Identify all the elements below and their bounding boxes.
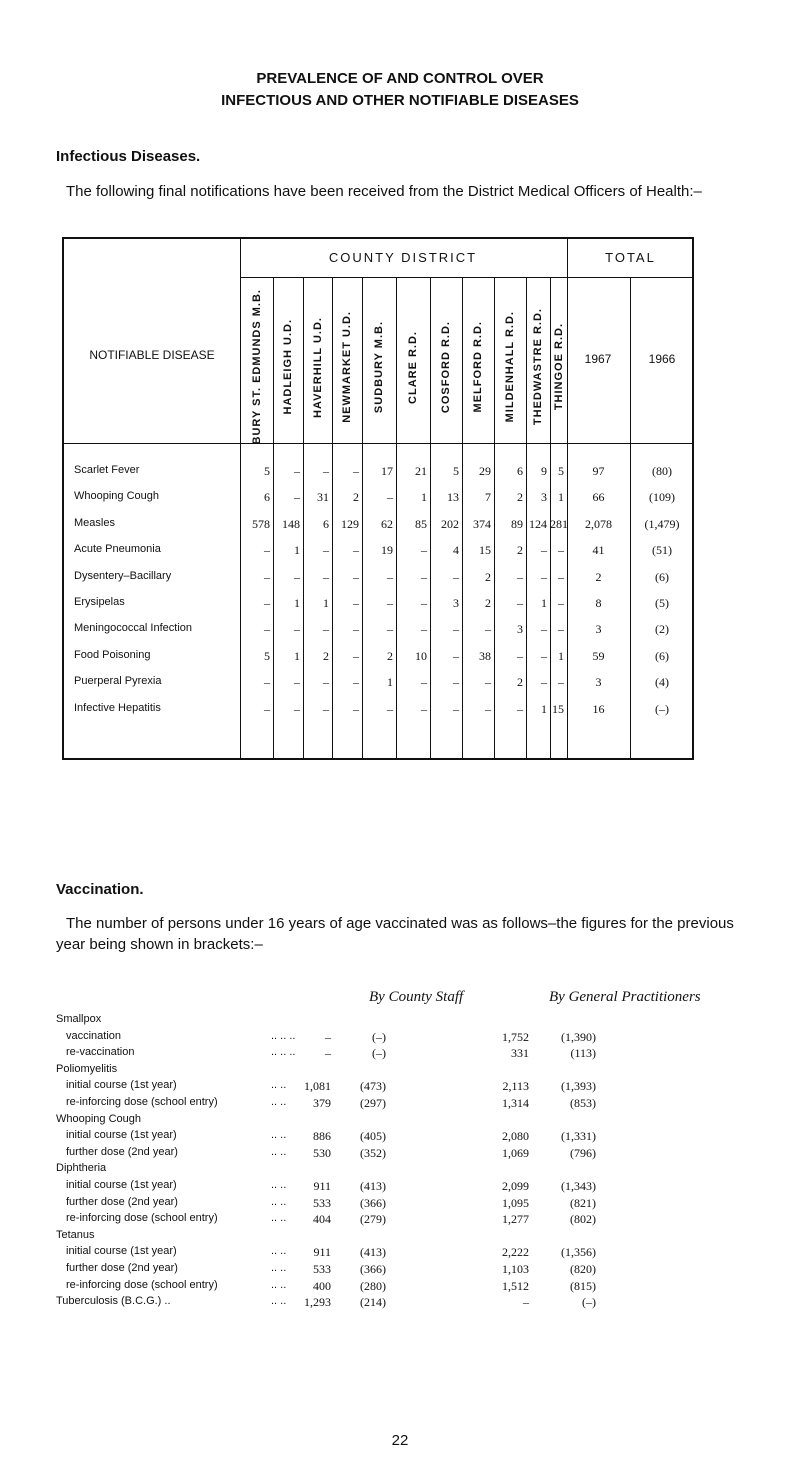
vaccination-label: initial course (1st year): [66, 1245, 177, 1258]
district-count-cell: 2: [387, 648, 393, 663]
district-count-cell: 2: [517, 490, 523, 505]
district-count-cell: –: [453, 648, 459, 663]
district-count-cell: –: [294, 622, 300, 637]
district-header-label: BURY ST. EDMUNDS M.B.: [250, 289, 263, 445]
district-count-cell: –: [353, 701, 359, 716]
table-row: [64, 570, 696, 594]
district-count-cell: –: [264, 543, 270, 558]
vaccine-group-label: Whooping Cough: [56, 1112, 142, 1125]
vaccination-group-row: [56, 1013, 756, 1030]
county-staff-count: 533: [313, 1195, 331, 1210]
district-count-cell: –: [294, 701, 300, 716]
district-count-cell: –: [294, 490, 300, 505]
district-count-cell: 3: [517, 622, 523, 637]
disease-name: Whooping Cough: [74, 490, 160, 503]
county-staff-count: 533: [313, 1262, 331, 1276]
vaccination-label: initial course (1st year): [66, 1129, 177, 1142]
gp-count: –: [523, 1295, 529, 1310]
gp-prev: (853): [570, 1096, 596, 1110]
vaccination-label: re-inforcing dose (school entry): [66, 1212, 218, 1225]
vaccine-group-label: Poliomyelitis: [56, 1062, 118, 1075]
disease-name: Acute Pneumonia: [74, 543, 161, 556]
gp-prev: (113): [570, 1046, 596, 1061]
county-staff-header: By County Staff: [369, 989, 464, 1005]
district-count-cell: –: [453, 622, 459, 637]
total-1967-cell: 3: [595, 675, 602, 690]
district-count-cell: 578: [252, 516, 270, 531]
notifiable-disease-table: [62, 237, 694, 760]
district-count-cell: –: [485, 622, 491, 637]
district-header: [550, 291, 567, 443]
vaccination-group-row: [56, 1063, 756, 1080]
district-header-label: CLARE R.D.: [407, 330, 419, 404]
gp-count: 1,314: [502, 1096, 529, 1110]
district-count-cell: –: [353, 622, 359, 637]
district-count-cell: 3: [541, 490, 547, 505]
gp-prev: (796): [570, 1145, 596, 1160]
county-staff-count: 911: [313, 1245, 331, 1260]
header-group-rule: [240, 277, 694, 278]
district-count-cell: 5: [453, 464, 459, 478]
district-count-cell: 1: [558, 648, 564, 663]
table-row: [64, 675, 696, 699]
leader-dots: .. ..: [271, 1245, 287, 1258]
district-count-cell: 1: [323, 596, 329, 610]
district-header-label: THEDWASTRE R.D.: [532, 308, 544, 426]
county-staff-prev: (–): [372, 1029, 386, 1044]
county-staff-prev: (280): [360, 1278, 386, 1293]
district-count-cell: 124: [529, 516, 547, 531]
gp-prev: (1,356): [561, 1245, 596, 1260]
year-1967-header: 1967: [584, 352, 612, 366]
gp-count: 1,512: [502, 1278, 529, 1293]
gp-prev: (802): [570, 1212, 596, 1227]
leader-dots: .. ..: [271, 1145, 287, 1158]
total-1967-cell: 3: [595, 622, 602, 637]
page-title-line-2: INFECTIOUS AND OTHER NOTIFIABLE DISEASES: [221, 92, 579, 109]
leader-dots: .. .. ..: [271, 1046, 296, 1059]
table-row: [64, 596, 696, 620]
district-header: [303, 291, 332, 443]
gp-count: 2,099: [502, 1179, 529, 1193]
district-count-cell: 31: [317, 490, 329, 505]
total-1966-cell: (2): [655, 622, 669, 637]
district-count-cell: –: [353, 569, 359, 584]
district-count-cell: –: [421, 701, 427, 716]
total-1967-cell: 16: [592, 701, 605, 716]
county-staff-prev: (473): [360, 1079, 386, 1094]
disease-name: Food Poisoning: [74, 648, 151, 661]
district-count-cell: –: [453, 701, 459, 716]
district-count-cell: –: [387, 490, 393, 505]
district-count-cell: 10: [415, 648, 427, 663]
district-count-cell: 1: [541, 701, 547, 716]
district-count-cell: 9: [541, 464, 547, 478]
leader-dots: .. ..: [271, 1179, 287, 1191]
disease-name: Dysentery–Bacillary: [74, 569, 172, 582]
district-count-cell: 15: [552, 701, 564, 716]
gp-prev: (821): [570, 1195, 596, 1210]
district-count-cell: –: [558, 569, 564, 584]
county-staff-count: –: [325, 1029, 331, 1044]
district-count-cell: 62: [381, 516, 393, 531]
vaccination-label: initial course (1st year): [66, 1179, 177, 1191]
vaccination-label: initial course (1st year): [66, 1079, 177, 1092]
total-1966-cell: (80): [652, 464, 672, 478]
district-count-cell: 17: [381, 464, 393, 478]
gp-count: 1,752: [502, 1029, 529, 1044]
leader-dots: .. ..: [271, 1278, 287, 1291]
district-header: [430, 291, 462, 443]
county-staff-count: 911: [313, 1179, 331, 1193]
table-row: [64, 543, 696, 567]
district-count-cell: 1: [421, 490, 427, 505]
county-staff-prev: (297): [360, 1096, 386, 1110]
vaccination-label: further dose (2nd year): [66, 1195, 178, 1208]
district-count-cell: 2: [517, 675, 523, 690]
district-count-cell: –: [558, 596, 564, 610]
disease-name: Meningococcal Infection: [74, 622, 193, 635]
gp-count: 1,277: [502, 1212, 529, 1227]
vaccination-group-row: [56, 1229, 756, 1246]
district-count-cell: 2: [517, 543, 523, 558]
district-count-cell: 2: [485, 596, 491, 610]
district-count-cell: –: [541, 675, 547, 690]
district-header-label: THINGOE R.D.: [552, 323, 565, 411]
district-header-label: HAVERHILL U.D.: [311, 316, 324, 418]
general-practitioners-header: By General Practitioners: [549, 989, 701, 1005]
district-count-cell: –: [353, 464, 359, 478]
district-count-cell: 89: [511, 516, 523, 531]
district-count-cell: –: [353, 675, 359, 690]
leader-dots: .. ..: [271, 1295, 287, 1308]
district-count-cell: –: [264, 675, 270, 690]
county-staff-prev: (279): [360, 1212, 386, 1227]
district-count-cell: –: [517, 648, 523, 663]
page-title-line-1: PREVALENCE OF AND CONTROL OVER: [256, 70, 544, 87]
district-header-label: SUDBURY M.B.: [373, 320, 385, 414]
district-count-cell: –: [387, 569, 393, 584]
district-count-cell: –: [353, 543, 359, 558]
district-count-cell: 5: [558, 464, 564, 478]
district-header: [494, 291, 526, 443]
district-count-cell: –: [387, 622, 393, 637]
vaccination-row: [56, 1212, 756, 1229]
district-count-cell: 29: [479, 464, 491, 478]
district-count-cell: –: [323, 675, 329, 690]
district-header: [396, 291, 430, 443]
total-1966-cell: (51): [652, 543, 672, 558]
district-count-cell: 2: [485, 569, 491, 584]
total-1966-cell: (6): [655, 569, 669, 584]
district-count-cell: –: [387, 701, 393, 716]
district-header: [362, 291, 396, 443]
district-count-cell: 129: [341, 516, 359, 531]
district-count-cell: 6: [323, 516, 329, 531]
district-count-cell: 1: [558, 490, 564, 505]
district-count-cell: –: [421, 569, 427, 584]
district-header-label: MELFORD R.D.: [472, 321, 484, 413]
gp-count: 1,069: [502, 1145, 529, 1160]
total-1966-cell: (–): [655, 701, 669, 716]
district-count-cell: –: [323, 543, 329, 558]
county-staff-prev: (366): [360, 1262, 386, 1276]
district-count-cell: –: [517, 701, 523, 716]
leader-dots: .. .. ..: [271, 1029, 296, 1042]
total-1967-cell: 41: [592, 543, 605, 558]
district-count-cell: –: [294, 464, 300, 478]
district-count-cell: 5: [264, 648, 270, 663]
total-1967-cell: 2: [595, 569, 602, 584]
district-count-cell: 148: [282, 516, 300, 531]
district-count-cell: –: [485, 675, 491, 690]
table-row: [64, 464, 696, 488]
header-bottom-rule: [64, 443, 694, 444]
vaccination-row: [56, 1196, 756, 1213]
district-count-cell: –: [485, 701, 491, 716]
total-1966-cell: (109): [649, 490, 675, 505]
district-count-cell: 1: [294, 648, 300, 663]
vaccination-intro: The number of persons under 16 years of age vaccinated was as follows–the figures for the previous year being shown in brackets:–: [56, 915, 734, 953]
district-count-cell: 281: [550, 516, 568, 531]
vaccination-row: [56, 1295, 756, 1312]
vaccination-row: [56, 1146, 756, 1163]
district-count-cell: –: [323, 622, 329, 637]
district-count-cell: –: [264, 596, 270, 610]
district-count-cell: –: [353, 596, 359, 610]
gp-prev: (1,331): [561, 1129, 596, 1144]
county-staff-prev: (413): [360, 1245, 386, 1260]
vaccine-group-label: Smallpox: [56, 1013, 102, 1025]
county-staff-count: –: [325, 1046, 331, 1061]
district-header-label: COSFORD R.D.: [440, 320, 452, 414]
district-count-cell: 202: [441, 516, 459, 531]
table-row: [64, 490, 696, 514]
district-count-cell: –: [264, 622, 270, 637]
table-row: [64, 517, 696, 541]
vaccination-row: [56, 1079, 756, 1096]
district-count-cell: –: [323, 464, 329, 478]
district-count-cell: 6: [517, 464, 523, 478]
district-count-cell: 6: [264, 490, 270, 505]
vaccination-label: re-inforcing dose (school entry): [66, 1096, 218, 1108]
disease-name: Scarlet Fever: [74, 464, 140, 476]
gp-count: 331: [511, 1046, 529, 1061]
district-count-cell: 1: [294, 543, 300, 558]
disease-name: Infective Hepatitis: [74, 701, 161, 714]
table-row: [64, 649, 696, 673]
district-header-label: HADLEIGH U.D.: [282, 319, 294, 415]
district-count-cell: 4: [453, 543, 459, 558]
district-count-cell: –: [353, 648, 359, 663]
district-count-cell: –: [294, 569, 300, 584]
district-count-cell: –: [558, 622, 564, 637]
vaccination-row: [56, 1245, 756, 1262]
district-count-cell: –: [453, 675, 459, 690]
infectious-heading: Infectious Diseases.: [56, 148, 201, 165]
district-count-cell: 38: [479, 648, 491, 663]
gp-count: 1,095: [502, 1195, 529, 1210]
vaccination-label: Tuberculosis (B.C.G.) ..: [56, 1295, 171, 1308]
district-count-cell: 374: [473, 516, 491, 531]
vaccination-label: vaccination: [66, 1029, 122, 1042]
district-count-cell: –: [323, 569, 329, 584]
vaccination-row: [56, 1179, 756, 1196]
leader-dots: .. ..: [271, 1262, 287, 1274]
county-staff-count: 379: [313, 1096, 331, 1110]
district-count-cell: 85: [415, 516, 427, 531]
district-count-cell: –: [323, 701, 329, 716]
district-count-cell: –: [421, 675, 427, 690]
disease-name: Puerperal Pyrexia: [74, 675, 162, 688]
vaccination-row: [56, 1129, 756, 1146]
district-count-cell: 1: [387, 675, 393, 690]
vaccination-row: [56, 1046, 756, 1063]
vaccination-row: [56, 1096, 756, 1113]
leader-dots: .. ..: [271, 1212, 287, 1225]
district-count-cell: 7: [485, 490, 491, 505]
district-header: [240, 291, 273, 443]
total-1967-cell: 8: [595, 596, 602, 610]
gp-prev: (1,390): [561, 1029, 596, 1044]
disease-name: Measles: [74, 516, 115, 529]
district-count-cell: 1: [294, 596, 300, 610]
total-1966-cell: (5): [655, 596, 669, 610]
district-count-cell: 2: [323, 648, 329, 663]
district-count-cell: –: [264, 701, 270, 716]
total-1967-cell: 97: [592, 464, 605, 478]
vaccination-group-row: [56, 1113, 756, 1130]
district-header: [332, 291, 362, 443]
county-staff-prev: (352): [360, 1145, 386, 1160]
vaccination-group-row: [56, 1162, 756, 1179]
total-1966-cell: (6): [655, 648, 669, 663]
district-count-cell: –: [264, 569, 270, 584]
total-1966-cell: (1,479): [644, 516, 680, 531]
district-count-cell: –: [517, 569, 523, 584]
gp-prev: (815): [570, 1278, 596, 1293]
district-count-cell: 2: [353, 490, 359, 505]
district-count-cell: 1: [541, 596, 547, 610]
district-header: [462, 291, 494, 443]
district-count-cell: 15: [479, 543, 491, 558]
leader-dots: .. ..: [271, 1096, 287, 1108]
total-1967-cell: 59: [592, 648, 605, 663]
vaccination-row: [56, 1279, 756, 1296]
leader-dots: .. ..: [271, 1195, 287, 1208]
district-count-cell: 19: [381, 543, 393, 558]
gp-prev: (820): [570, 1262, 596, 1276]
county-staff-count: 400: [313, 1278, 331, 1293]
district-count-cell: –: [558, 543, 564, 558]
total-1967-cell: 2,078: [585, 516, 612, 531]
district-count-cell: –: [294, 675, 300, 690]
district-header: [526, 291, 550, 443]
vaccination-label: further dose (2nd year): [66, 1262, 178, 1274]
district-count-cell: 13: [447, 490, 459, 505]
infectious-intro: The following final notifications have been received from the District Medical Officers of Health:–: [66, 183, 702, 200]
district-count-cell: –: [541, 648, 547, 663]
disease-name: Erysipelas: [74, 596, 125, 608]
county-staff-prev: (366): [360, 1195, 386, 1210]
district-count-cell: –: [421, 596, 427, 610]
district-count-cell: –: [421, 543, 427, 558]
leader-dots: .. ..: [271, 1079, 287, 1092]
county-staff-count: 1,293: [304, 1295, 331, 1310]
district-count-cell: 3: [453, 596, 459, 610]
table-row: [64, 622, 696, 646]
district-count-cell: –: [387, 596, 393, 610]
county-staff-prev: (–): [372, 1046, 386, 1061]
county-staff-count: 530: [313, 1145, 331, 1160]
leader-dots: .. ..: [271, 1129, 287, 1142]
county-staff-count: 886: [313, 1129, 331, 1144]
district-count-cell: –: [541, 569, 547, 584]
gp-count: 1,103: [502, 1262, 529, 1276]
district-count-cell: –: [421, 622, 427, 637]
district-count-cell: –: [453, 569, 459, 584]
district-count-cell: –: [541, 622, 547, 637]
vaccination-label: re-inforcing dose (school entry): [66, 1278, 218, 1291]
county-staff-count: 404: [313, 1212, 331, 1227]
gp-prev: (1,393): [561, 1079, 596, 1094]
district-count-cell: 21: [415, 464, 427, 478]
vaccination-row: [56, 1262, 756, 1279]
total-header: TOTAL: [605, 250, 656, 265]
district-header: [273, 291, 303, 443]
page-number: 22: [391, 1432, 409, 1449]
gp-prev: (–): [582, 1295, 596, 1310]
vaccination-label: further dose (2nd year): [66, 1145, 178, 1158]
gp-count: 2,080: [502, 1129, 529, 1144]
county-staff-prev: (405): [360, 1129, 386, 1144]
total-1967-cell: 66: [592, 490, 605, 505]
county-district-header: COUNTY DISTRICT: [328, 250, 478, 265]
district-header-label: NEWMARKET U.D.: [341, 311, 353, 423]
vaccination-row: [56, 1030, 756, 1047]
vaccine-group-label: Diphtheria: [56, 1162, 107, 1175]
gp-count: 2,222: [502, 1245, 529, 1260]
county-staff-count: 1,081: [304, 1079, 331, 1094]
table-row: [64, 702, 696, 726]
gp-prev: (1,343): [561, 1179, 596, 1193]
district-count-cell: –: [517, 596, 523, 610]
district-header-label: MILDENHALL R.D.: [504, 311, 516, 423]
district-count-cell: 5: [264, 464, 270, 478]
district-count-cell: –: [541, 543, 547, 558]
vaccination-heading: Vaccination.: [56, 881, 144, 898]
county-staff-prev: (214): [360, 1295, 386, 1310]
gp-count: 2,113: [502, 1079, 529, 1094]
total-1966-cell: (4): [655, 675, 669, 690]
district-count-cell: –: [558, 675, 564, 690]
year-1966-header: 1966: [648, 352, 676, 366]
county-staff-prev: (413): [360, 1179, 386, 1193]
vaccine-group-label: Tetanus: [56, 1228, 95, 1241]
notifiable-disease-header: NOTIFIABLE DISEASE: [89, 348, 215, 362]
vaccination-label: re-vaccination: [66, 1046, 135, 1059]
